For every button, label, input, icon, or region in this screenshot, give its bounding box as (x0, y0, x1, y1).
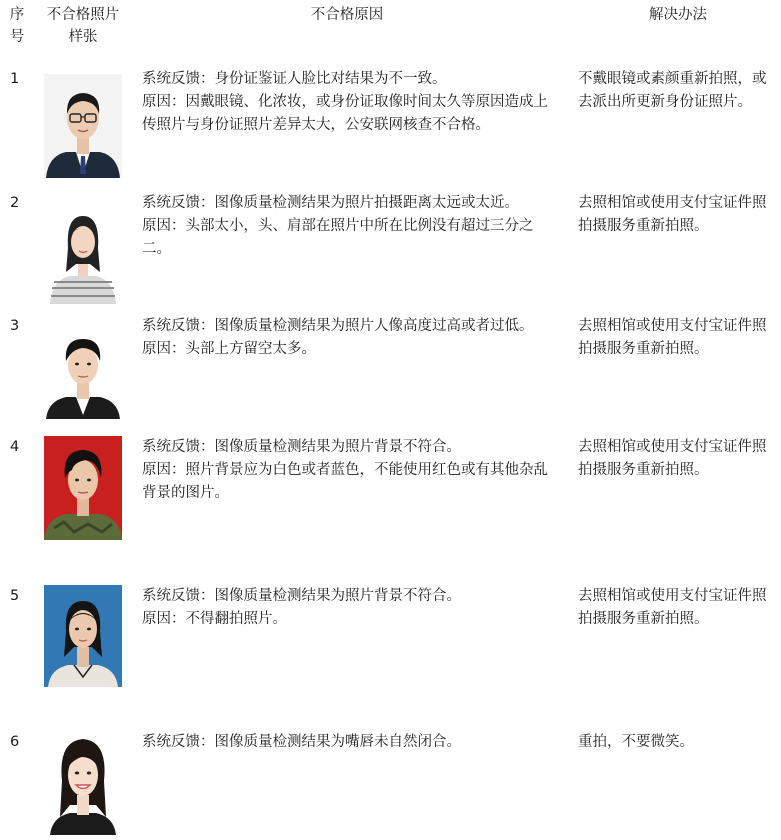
sample-photo-height (44, 315, 122, 419)
reason-detail: 原因：头部太小，头、肩部在照片中所在比例没有超过三分之二。 (142, 218, 534, 257)
system-feedback: 系统反馈：图像质量检测结果为嘴唇未自然闭合。 (142, 734, 461, 750)
sample-photo-distance (44, 204, 122, 304)
row-index: 3 (10, 318, 20, 334)
system-feedback: 系统反馈：图像质量检测结果为照片人像高度过高或者过低。 (142, 318, 534, 334)
reason-detail: 原因：因戴眼镜、化浓妆，或身份证取像时间太久等原因造成上传照片与身份证照片差异太大，公安联网核查不合格。 (142, 94, 548, 133)
reason-text (142, 192, 552, 261)
solution-text: 去照相馆或使用支付宝证件照拍摄服务重新拍照。 (578, 195, 767, 234)
reason-text (142, 68, 552, 137)
header-index: 序号 (9, 7, 25, 45)
system-feedback: 系统反馈：图像质量检测结果为照片背景不符合。 (142, 439, 461, 455)
solution-text: 去照相馆或使用支付宝证件照拍摄服务重新拍照。 (578, 439, 767, 478)
row-index: 6 (10, 734, 20, 750)
solution-text: 不戴眼镜或素颜重新拍照，或去派出所更新身份证照片。 (578, 71, 767, 110)
row-index: 2 (10, 195, 20, 211)
sample-photo-red-background (44, 436, 122, 540)
sample-photo-smiling (44, 731, 122, 835)
system-feedback: 系统反馈：图像质量检测结果为照片拍摄距离太远或太近。 (142, 195, 519, 211)
reason-text (142, 731, 552, 754)
sample-photo-glasses (44, 74, 122, 178)
solution-text: 重拍，不要微笑。 (578, 734, 694, 750)
header-sample-photo: 不合格照片样张 (46, 7, 120, 45)
solution-text: 去照相馆或使用支付宝证件照拍摄服务重新拍照。 (578, 588, 767, 627)
reason-text (142, 585, 552, 631)
reason-detail: 原因：照片背景应为白色或者蓝色，不能使用红色或有其他杂乱背景的图片。 (142, 462, 548, 501)
reason-detail: 原因：头部上方留空太多。 (142, 341, 316, 357)
system-feedback: 系统反馈：图像质量检测结果为照片背景不符合。 (142, 588, 461, 604)
reason-detail: 原因：不得翻拍照片。 (142, 611, 287, 627)
row-index: 5 (10, 588, 20, 604)
reason-text (142, 315, 552, 361)
header-reason: 不合格原因 (310, 7, 384, 23)
header-solution: 解决办法 (649, 7, 707, 23)
row-index: 1 (10, 71, 20, 87)
row-index: 4 (10, 439, 20, 455)
reason-text (142, 436, 552, 505)
system-feedback: 系统反馈：身份证鉴证人脸比对结果为不一致。 (142, 71, 447, 87)
solution-text: 去照相馆或使用支付宝证件照拍摄服务重新拍照。 (578, 318, 767, 357)
sample-photo-rephotographed (44, 585, 122, 687)
